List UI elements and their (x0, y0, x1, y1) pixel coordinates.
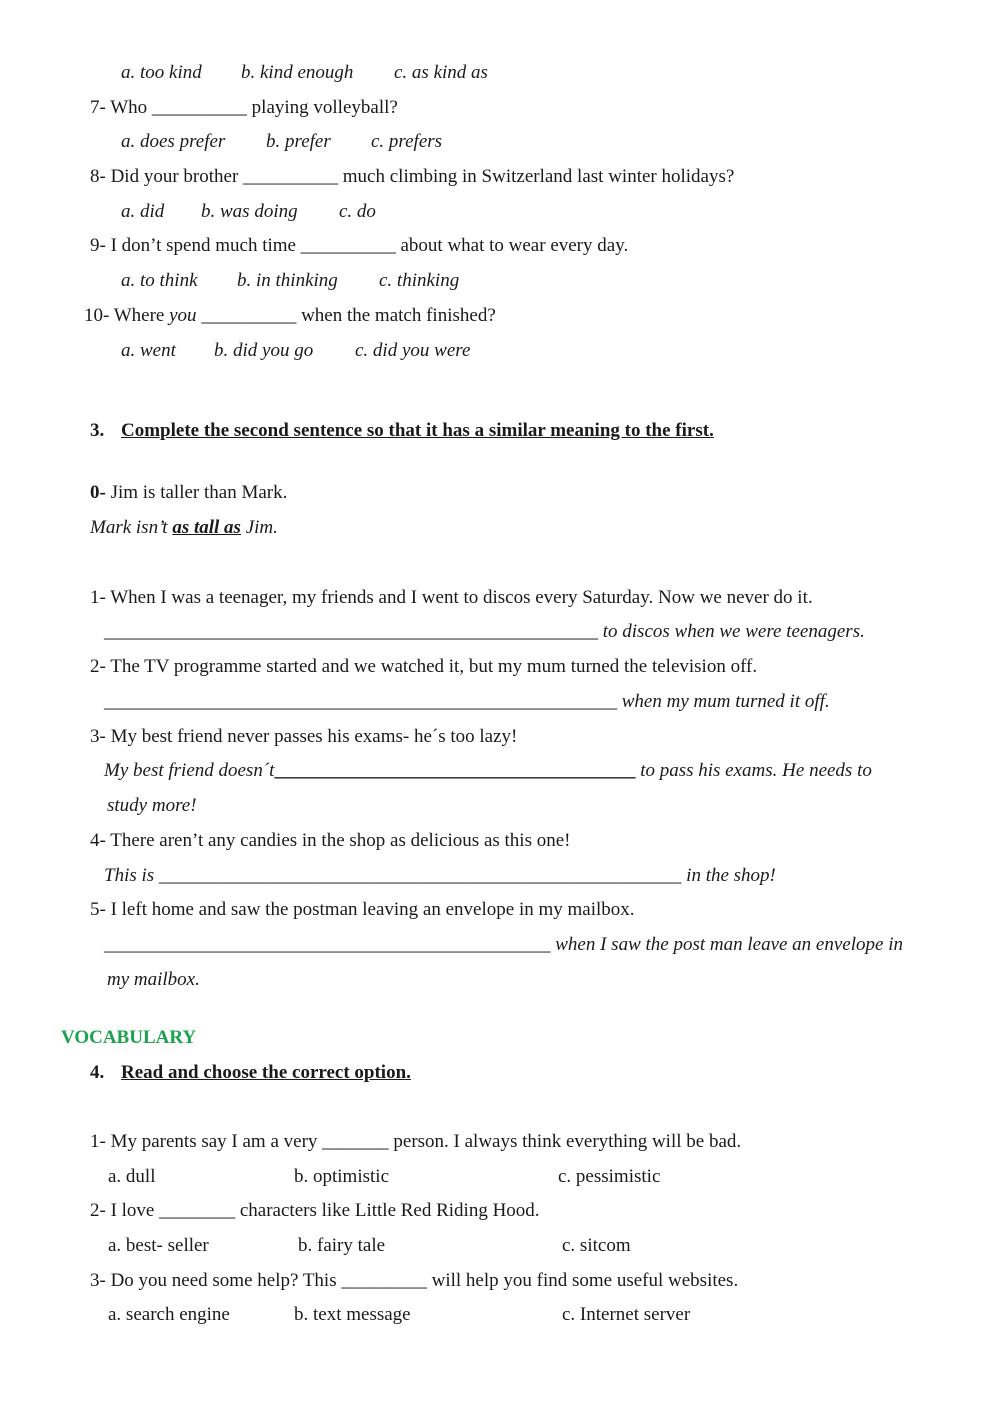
q6-options (121, 61, 488, 85)
answer-prefix: This is (104, 865, 155, 886)
answer-blank[interactable]: ____________________________________________________ (104, 621, 598, 642)
q10-options (121, 339, 470, 363)
item-4-answer (104, 864, 776, 888)
item-1-answer (104, 620, 865, 644)
option[interactable]: a. went (121, 340, 176, 361)
item-3-sentence: 3- My best friend never passes his exams- he´s too lazy! (90, 726, 518, 747)
q10-prefix: 10- Where (84, 305, 170, 326)
q9-options (121, 269, 459, 293)
option[interactable]: b. kind enough (241, 62, 354, 83)
question-8: 8- Did your brother __________ much climbing in Switzerland last winter holidays? (90, 166, 735, 187)
option[interactable]: a. search engine (108, 1304, 230, 1325)
item-5-sentence: 5- I left home and saw the postman leaving an envelope in my mailbox. (90, 899, 635, 920)
section-3-heading (90, 419, 714, 443)
answer-prefix: My best friend doesn´t (104, 760, 275, 781)
q7-options (121, 130, 442, 154)
vocab-question-3: 3- Do you need some help? This _________ will help you find some useful websites. (90, 1270, 739, 1291)
q10-you: you (169, 305, 197, 326)
vocabulary-heading: VOCABULARY (61, 1027, 197, 1048)
question-7: 7- Who __________ playing volleyball? (90, 97, 398, 118)
option[interactable]: b. fairy tale (298, 1235, 386, 1256)
example-answer-post: Jim. (240, 517, 278, 538)
section-number: 4. (90, 1062, 105, 1083)
option[interactable]: b. was doing (201, 201, 298, 222)
vocab-q2-options (108, 1234, 631, 1258)
example-number: 0- (90, 482, 106, 503)
vocab-q3-options (108, 1303, 690, 1327)
option[interactable]: a. did (121, 201, 165, 222)
vocab-question-1: 1- My parents say I am a very _______ person. I always think everything will be bad. (90, 1131, 742, 1152)
option[interactable]: a. best- seller (108, 1235, 209, 1256)
item-5-answer (104, 933, 903, 957)
answer-continuation: to pass his exams. He needs to (640, 760, 872, 781)
option[interactable]: a. to think (121, 270, 198, 291)
example-answer (90, 516, 278, 540)
item-1-sentence: 1- When I was a teenager, my friends and I went to discos every Saturday. Now we never do it. (90, 587, 813, 608)
option[interactable]: c. as kind as (394, 62, 488, 83)
answer-blank[interactable]: ______________________________________________________ (104, 691, 617, 712)
vocab-question-2: 2- I love ________ characters like Little Red Riding Hood. (90, 1200, 540, 1221)
example-sentence (90, 481, 287, 505)
option[interactable]: c. do (339, 201, 376, 222)
option[interactable]: a. too kind (121, 62, 202, 83)
option[interactable]: a. does prefer (121, 131, 226, 152)
answer-blank[interactable]: _______________________________________________________ (158, 865, 682, 886)
option[interactable]: c. prefers (371, 131, 443, 152)
section-instruction: Read and choose the correct option. (121, 1062, 411, 1083)
option[interactable]: c. sitcom (562, 1235, 631, 1256)
option[interactable]: c. pessimistic (558, 1166, 661, 1187)
item-5-answer-cont: my mailbox. (107, 969, 200, 990)
section-4-heading (90, 1061, 411, 1085)
q8-options (121, 200, 376, 224)
section-instruction: Complete the second sentence so that it has a similar meaning to the first. (121, 420, 714, 441)
option[interactable]: b. did you go (214, 340, 314, 361)
vocab-q1-options (108, 1165, 660, 1189)
option[interactable]: a. dull (108, 1166, 156, 1187)
section-number: 3. (90, 420, 105, 441)
option[interactable]: b. text message (294, 1304, 411, 1325)
answer-continuation: when I saw the post man leave an envelope in (555, 934, 903, 955)
answer-continuation: to discos when we were teenagers. (602, 621, 865, 642)
option[interactable]: c. Internet server (562, 1304, 691, 1325)
example-answer-pre: Mark isn’t (90, 517, 173, 538)
example-text: Jim is taller than Mark. (105, 482, 288, 503)
option[interactable]: c. thinking (379, 270, 460, 291)
item-3-answer-cont: study more! (107, 795, 197, 816)
option[interactable]: b. optimistic (294, 1166, 389, 1187)
item-3-answer (104, 759, 872, 783)
example-answer-key: as tall as (172, 517, 241, 538)
q10-suffix: __________ when the match finished? (196, 305, 496, 326)
answer-continuation: when my mum turned it off. (621, 691, 830, 712)
question-9: 9- I don’t spend much time __________ about what to wear every day. (90, 235, 629, 256)
item-2-answer (104, 690, 830, 714)
answer-continuation: in the shop! (686, 865, 776, 886)
answer-blank[interactable]: ______________________________________ (274, 760, 636, 781)
option[interactable]: c. did you were (355, 340, 471, 361)
answer-blank[interactable]: _______________________________________________ (104, 934, 551, 955)
item-4-sentence: 4- There aren’t any candies in the shop as delicious as this one! (90, 830, 571, 851)
question-10 (84, 304, 496, 328)
item-2-sentence: 2- The TV programme started and we watched it, but my mum turned the television off. (90, 656, 758, 677)
option[interactable]: b. prefer (266, 131, 331, 152)
option[interactable]: b. in thinking (237, 270, 338, 291)
